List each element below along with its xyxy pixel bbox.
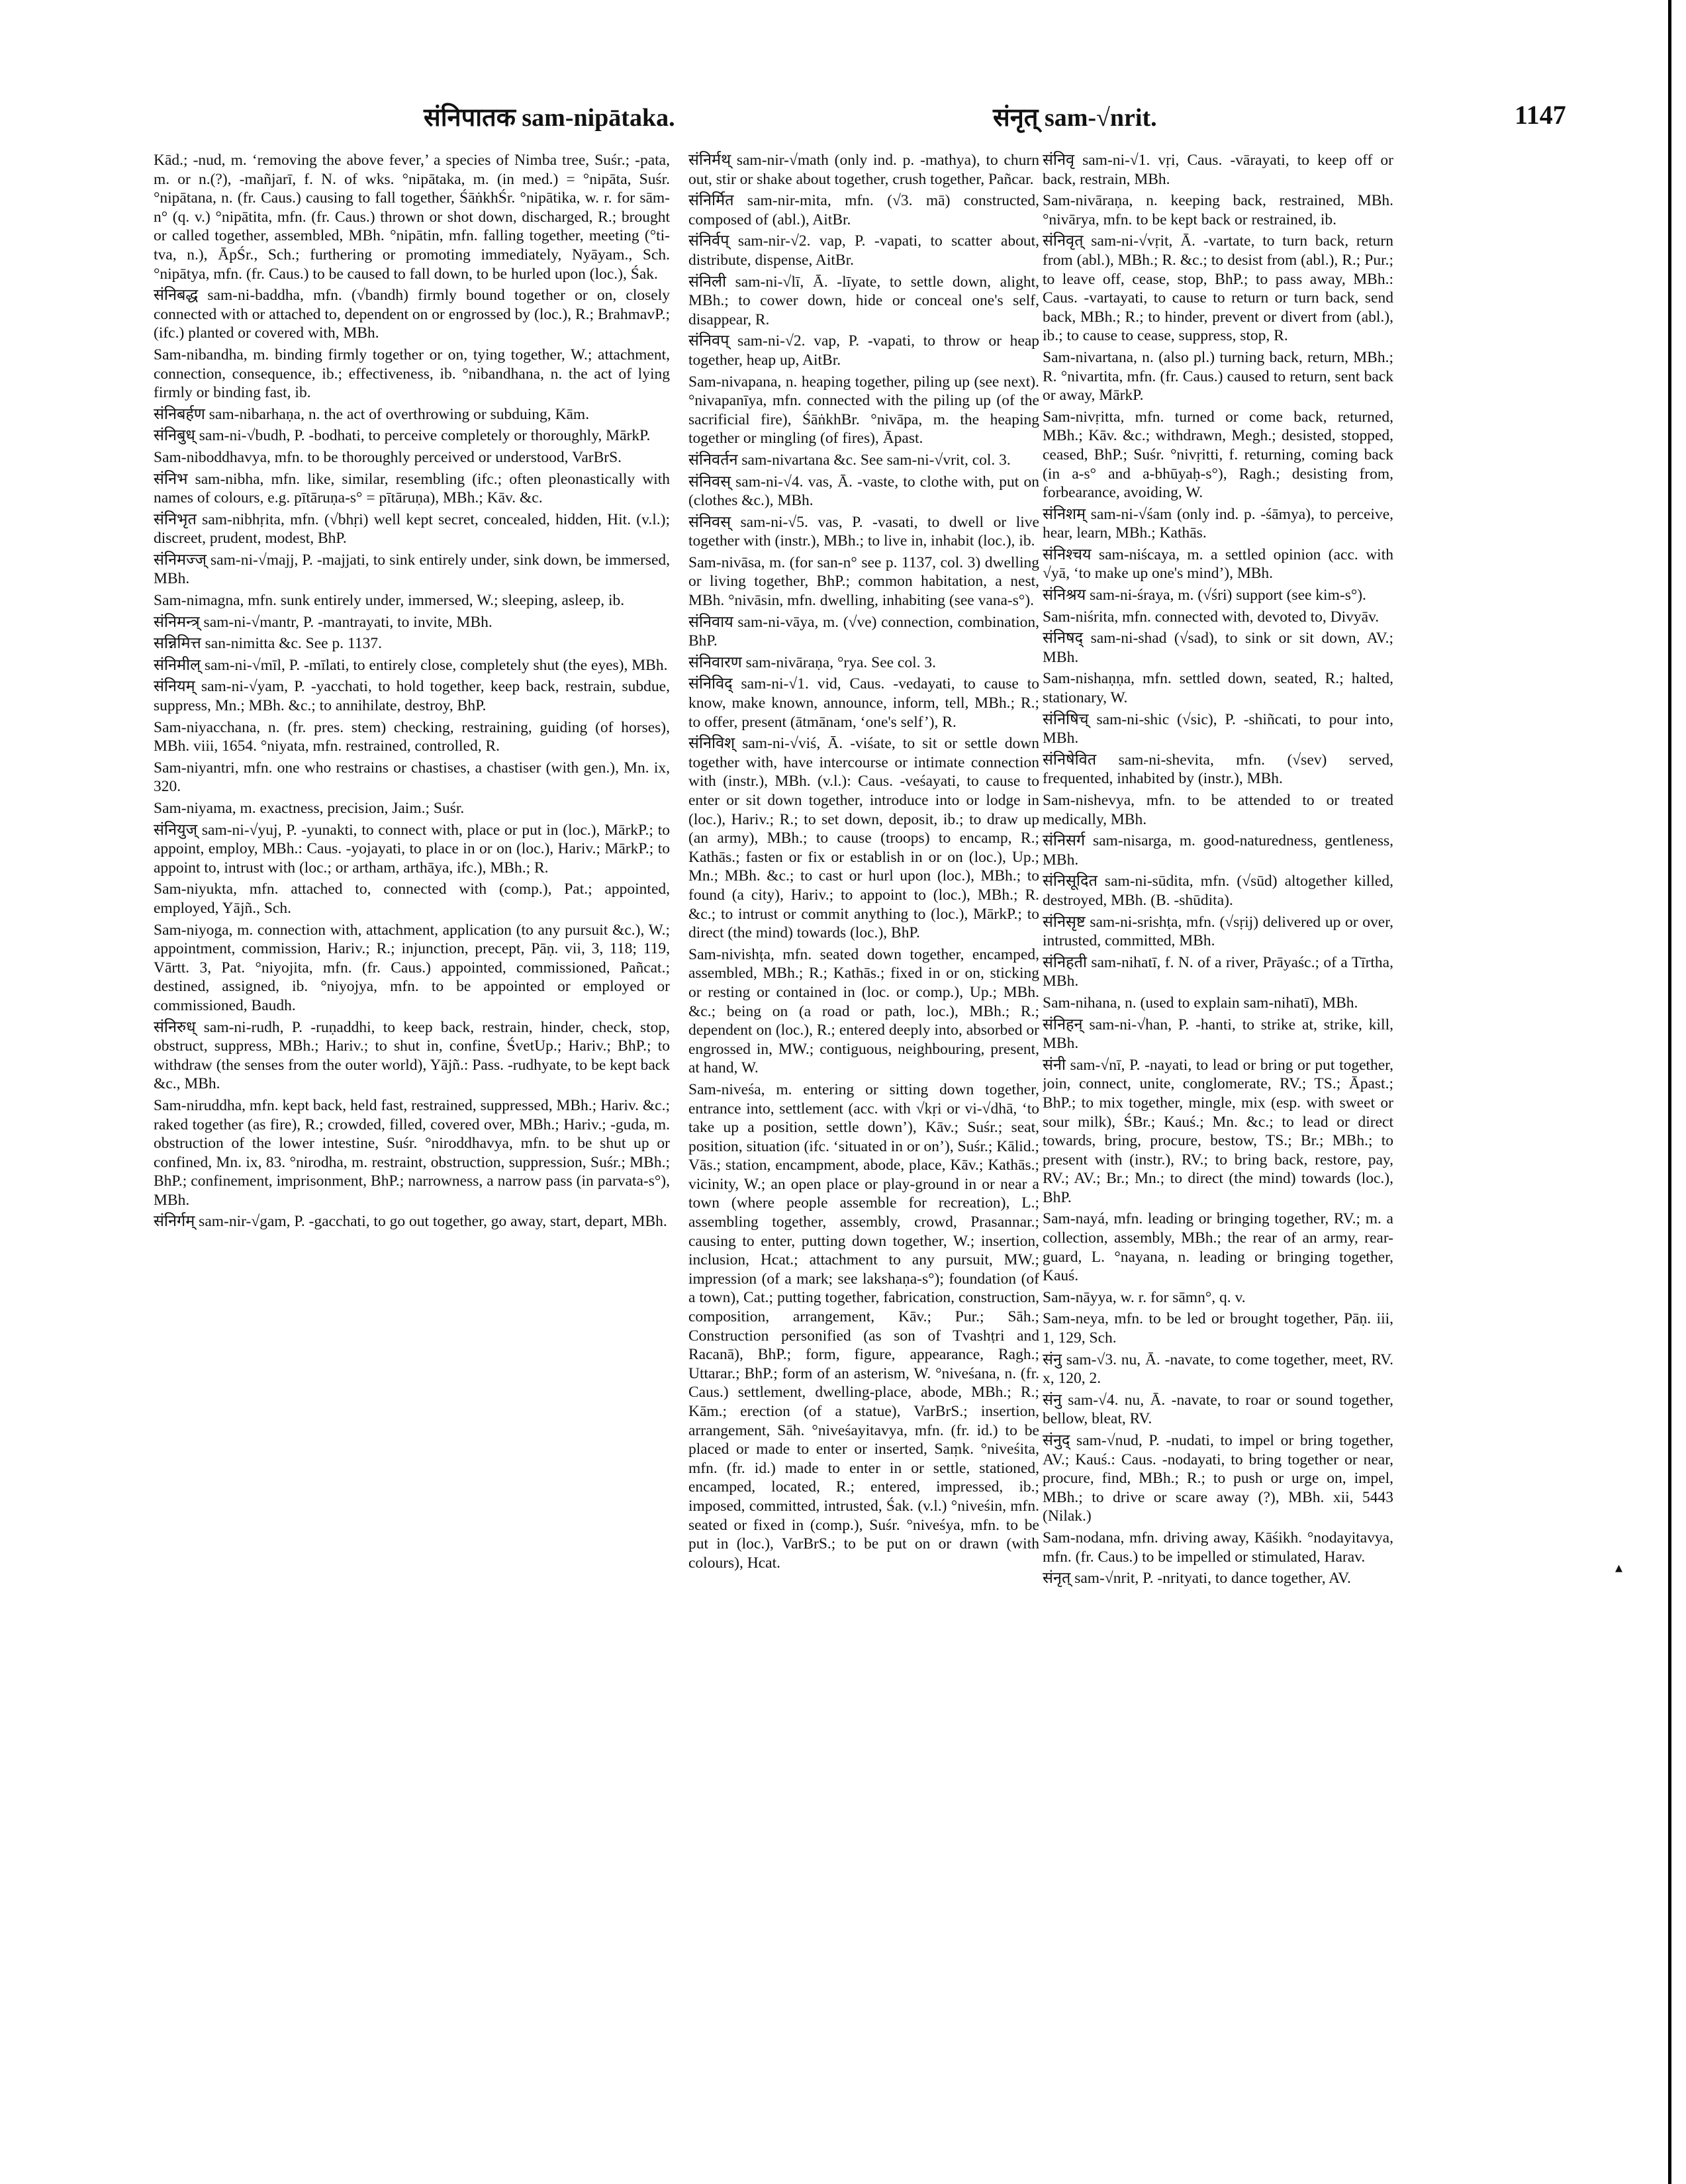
dictionary-entry: संनिवाय sam-ni-vāya, m. (√ve) connection, combination, BhP.: [688, 613, 1039, 650]
dictionary-entry: संनिश्चय sam-niścaya, m. a settled opinion (acc. with √yā, ‘to make up one's mind’), MBh.: [1043, 546, 1393, 583]
dictionary-entry: संनी sam-√nī, P. -nayati, to lead or bring or put together, join, connect, unite, conglomerate, RV.; TS.; Āpast.; BhP.; to mix together, mingle, mix (esp. with sweet or sour milk), ŚBr.; Kauś.; Mn. &c.; to lead or direct towards, bring, procure, bestow, TS.; Br.; MBh.; to present with (instr.), RV.; to bring back, restore, pay, RV.; AV.; Br.; Mn.; to direct (the mind) towards (loc.), BhP.: [1043, 1056, 1393, 1206]
dictionary-entry: संनिबुध् sam-ni-√budh, P. -bodhati, to perceive completely or thoroughly, MārkP.: [154, 427, 651, 445]
dictionary-entry: संनिवारण sam-nivāraṇa, °rya. See col. 3.: [688, 653, 937, 671]
dictionary-entry: Sam-nivāraṇa, n. keeping back, restrained, MBh. °nivārya, mfn. to be kept back or restrained, ib.: [1043, 192, 1393, 228]
dictionary-entry: संनिवृत् sam-ni-√vṛit, Ā. -vartate, to turn back, return from (abl.), MBh.; R. &c.; to desist from (abl.), R.; Pur.; to leave off, cease, stop, BhP.; to pass away, MBh.: Caus. -vartayati, to cause to return or turn back, send back, MBh.; R.; to hinder, prevent or divert from (abl.), ib.; to cause to cease, suppress, stop, R.: [1043, 232, 1393, 345]
column-2: [688, 151, 1039, 2124]
dictionary-entry: Sam-nishaṇṇa, mfn. settled down, seated, R.; halted, stationary, W.: [1043, 670, 1393, 707]
dictionary-entry: संनिसूदित sam-ni-sūdita, mfn. (√sūd) altogether killed, destroyed, MBh. (B. -shūdita).: [1043, 873, 1393, 909]
dictionary-entry: संनिषेवित sam-ni-shevita, mfn. (√sev) served, frequented, inhabited by (instr.), MBh.: [1043, 751, 1393, 788]
dictionary-entry: Sam-niyantri, mfn. one who restrains or chastises, a chastiser (with gen.), Mn. ix, 320.: [154, 759, 670, 796]
dictionary-entry: Sam-nivartana, n. (also pl.) turning back, return, MBh.; R. °nivartita, mfn. (fr. Caus.) caused to return, sent back or away, MārkP.: [1043, 348, 1393, 404]
dictionary-entry: संनियुज् sam-ni-√yuj, P. -yunakti, to connect with, place or put in (loc.), MārkP.; to appoint, employ, MBh.: Caus. -yojayati, to place in or on (loc.), Hariv.; MārkP.; to appoint to, intrust with (loc.; or artham, arthāya, ifc.), MBh.; R.: [154, 821, 670, 877]
dictionary-entry: Sam-nivishṭa, mfn. seated down together, encamped, assembled, MBh.; R.; Kathās.; fixed in or on, sticking or resting or contained in (loc. or comp.), Up.; MBh. &c.; being on (a road or path, loc.), MBh.; R.; dependent on (loc.), R.; entered deeply into, absorbed or engrossed in, MW.; contiguous, neighbouring, present, at hand, W.: [688, 945, 1039, 1077]
dictionary-entry: संनिषद् sam-ni-shad (√sad), to sink or sit down, AV.; MBh.: [1043, 630, 1393, 666]
dictionary-entry: सन्निमित्त san-nimitta &c. See p. 1137.: [154, 635, 382, 653]
page-number: 1147: [1515, 100, 1566, 130]
dictionary-entry: संनिबद्ध sam-ni-baddha, mfn. (√bandh) firmly bound together or on, closely connected with or attached to, dependent on or engrossed by (loc.), R.; BrahmavP.; (ifc.) planted or covered with, MBh.: [154, 287, 670, 342]
dictionary-entry: संनिसर्ग sam-nisarga, m. good-naturedness, gentleness, MBh.: [1043, 832, 1393, 869]
dictionary-entry: संनु sam-√4. nu, Ā. -navate, to roar or sound together, bellow, bleat, RV.: [1043, 1391, 1393, 1428]
dictionary-entry: संनृत् sam-√nrit, P. -nrityati, to dance together, AV.: [1043, 1570, 1351, 1588]
dictionary-entry: संनिश्रय sam-ni-śraya, m. (√śri) support (see kim-s°).: [1043, 587, 1366, 604]
dictionary-entry: Sam-niśrita, mfn. connected with, devoted to, Divyāv.: [1043, 608, 1380, 626]
column-1: [154, 151, 670, 2124]
dictionary-entry: संनिवस् sam-ni-√4. vas, Ā. -vaste, to clothe with, put on (clothes &c.), MBh.: [688, 473, 1039, 510]
dictionary-entry: Sam-niyacchana, n. (fr. pres. stem) checking, restraining, guiding (of horses), MBh. viii, 1654. °niyata, mfn. restrained, controlled, R.: [154, 718, 670, 755]
dictionary-entry: संनिमज्ज् sam-ni-√majj, P. -majjati, to sink entirely under, sink down, be immersed, MBh.: [154, 551, 670, 588]
dictionary-entry: संनिर्मथ् sam-nir-√math (only ind. p. -mathya), to churn out, stir or shake about together, crush together, Pañcar.: [688, 152, 1039, 188]
dictionary-entry: संनिवप् sam-ni-√2. vap, P. -vapati, to throw or heap together, heap up, AitBr.: [688, 332, 1039, 369]
dictionary-entry: संनिसृष्ट sam-ni-srishṭa, mfn. (√sṛij) delivered up or over, intrusted, committed, MBh.: [1043, 913, 1393, 950]
dictionary-entry: Sam-nimagna, mfn. sunk entirely under, immersed, W.; sleeping, asleep, ib.: [154, 592, 625, 610]
dictionary-entry: संनियम् sam-ni-√yam, P. -yacchati, to hold together, keep back, restrain, subdue, suppress, Mn.; MBh. &c.; to annihilate, destroy, BhP.: [154, 678, 670, 715]
dictionary-entry: संनिमील् sam-ni-√mīl, P. -mīlati, to entirely close, completely shut (the eyes), MBh.: [154, 656, 668, 674]
dictionary-entry: संनिवस् sam-ni-√5. vas, P. -vasati, to dwell or live together with (instr.), MBh.; to live in, inhabit (loc.), ib.: [688, 513, 1039, 550]
dictionary-entry: संनिली sam-ni-√lī, Ā. -līyate, to settle down, alight, MBh.; to cower down, hide or conceal one's self, disappear, R.: [688, 273, 1039, 328]
dictionary-entry: Sam-nivapana, n. heaping together, piling up (see next). °nivapanīya, mfn. connected with the piling up (of the sacrificial fire), ŚāṅkhBr. °nivāpa, m. the heaping together or mingling (of fires), Āpast.: [688, 373, 1039, 448]
dictionary-entry: Sam-nayá, mfn. leading or bringing together, RV.; m. a collection, assembly, MBh.; the rear of an army, rear-guard, L. °nayana, n. leading or bringing together, Kauś.: [1043, 1210, 1393, 1285]
dictionary-entry: Sam-niboddhavya, mfn. to be thoroughly perceived or understood, VarBrS.: [154, 448, 622, 466]
dictionary-entry: संनु sam-√3. nu, Ā. -navate, to come together, meet, RV. x, 120, 2.: [1043, 1351, 1393, 1388]
dictionary-entry: Sam-niyama, m. exactness, precision, Jaim.; Suśr.: [154, 800, 465, 817]
dictionary-entry: Sam-nibandha, m. binding firmly together or on, tying together, W.; attachment, connection, consequence, ib.; effectiveness, ib. °nibandhana, n. the act of lying firmly or binding fast, ib.: [154, 346, 670, 402]
dictionary-entry: संनिशम् sam-ni-√śam (only ind. p. -śāmya), to perceive, hear, learn, MBh.; Kathās.: [1043, 505, 1393, 542]
dictionary-entry: संनुद् sam-√nud, P. -nudati, to impel or bring together, AV.; Kauś.: Caus. -nodayati, to bring together or near, procure, find, MBh.; R.; to push or urge on, impel, MBh.; to drive or scare away (?), MBh. xii, 5443 (Nilak.): [1043, 1432, 1393, 1525]
dictionary-entry: संनिर्वप् sam-nir-√2. vap, P. -vapati, to scatter about, distribute, dispense, AitBr.: [688, 232, 1039, 269]
dictionary-entry: संनिबर्हण sam-nibarhaṇa, n. the act of overthrowing or subduing, Kām.: [154, 405, 590, 423]
dictionary-entry: Sam-neya, mfn. to be led or brought together, Pāṇ. iii, 1, 129, Sch.: [1043, 1310, 1393, 1347]
dictionary-entry: Sam-nishevya, mfn. to be attended to or treated medically, MBh.: [1043, 792, 1393, 828]
dictionary-entry: Sam-nihana, n. (used to explain sam-nihatī), MBh.: [1043, 994, 1358, 1012]
dictionary-entry: Sam-nāyya, w. r. for sāmn°, q. v.: [1043, 1288, 1246, 1306]
dictionary-entry: संनिर्मित sam-nir-mita, mfn. (√3. mā) constructed, composed of (abl.), AitBr.: [688, 192, 1039, 228]
dictionary-entry: संनिभ sam-nibha, mfn. like, similar, resembling (ifc.; often pleonastically with names of colours, e.g. pītāruṇa-s° = pītāruṇa), MBh.; Kāv. &c.: [154, 470, 670, 507]
dictionary-entry: संनिभृत sam-nibhṛita, mfn. (√bhṛi) well kept secret, concealed, hidden, Hit. (v.l.); discreet, prudent, modest, BhP.: [154, 510, 670, 547]
page-header: [0, 99, 1686, 139]
dictionary-entry: संनिरुध् sam-ni-rudh, P. -ruṇaddhi, to keep back, restrain, hinder, check, stop, obstruct, suppress, MBh.; Hariv.; to shut in, confine, ŚvetUp.; Hariv.; BhP.; to withdraw (the senses from the outer world), Yājñ.: Pass. -rudhyate, to be kept back &c., MBh.: [154, 1018, 670, 1093]
margin-mark: ▴: [1615, 1559, 1623, 1576]
dictionary-entry: संनिहती sam-nihatī, f. N. of a river, Prāyaśc.; of a Tīrtha, MBh.: [1043, 953, 1393, 990]
dictionary-entry: Sam-nivṛitta, mfn. turned or come back, returned, MBh.; Kāv. &c.; withdrawn, Megh.; desisted, stopped, ceased, BhP.; Suśr. °nivṛitti, f. returning, coming back (in a-s° and a-bhūyaḥ-s°), Ragh.; desisting from, forbearance, avoiding, W.: [1043, 408, 1393, 502]
dictionary-entry: Sam-nodana, mfn. driving away, Kāśikh. °nodayitavya, mfn. (fr. Caus.) to be impelled or stimulated, Harav.: [1043, 1529, 1393, 1566]
dictionary-entry: Sam-niyoga, m. connection with, attachment, application (to any pursuit &c.), W.; appointment, commission, Hariv.; R.; injunction, precept, Pāṇ. vii, 3, 118; 119, Vārtt. 3, Pat. °niyojita, mfn. (fr. Caus.) appointed, commissioned, Pañcat.; destined, assigned, ib. °niyojya, mfn. to be appointed or employed or commissioned, Baudh.: [154, 921, 670, 1014]
page-edge-rule: [1668, 0, 1671, 2184]
dictionary-entry: संनिहन् sam-ni-√han, P. -hanti, to strike at, strike, kill, MBh.: [1043, 1016, 1393, 1053]
dictionary-entry: संनिविश् sam-ni-√viś, Ā. -viśate, to sit or settle down together with, have intercourse or intimate connection with (instr.), MBh. (v.l.): Caus. -veśayati, to cause to enter or sit down together, introduce into or lodge in (loc.), Hariv.; R.; to set down, deposit, ib.; to draw up (an army), MBh.; to cause (troops) to encamp, R.; Kathās.; fasten or fix or establish in or on (loc.), Up.; Mn.; MBh. &c.; to cast or hurl upon (loc.), MBh.; to found (a city), Hariv.; to appoint to (loc.), MBh.; R. &c.; to intrust or commit anything to (loc.), MārkP.; to direct (the mind) towards (loc.), BhP.: [688, 735, 1039, 942]
dictionary-entry: Sam-niveśa, m. entering or sitting down together, entrance into, settlement (acc. with √kṛi or vi-√dhā, ‘to take up a position, settle down’), Kāv.; Suśr.; seat, position, situation (ifc. ‘situated in or on’), Suśr.; Kālid.; Vās.; station, encampment, abode, place, Kāv.; Kathās.; vicinity, W.; an open place or play-ground in or near a town (where people assemble for recreation), L.; assembling together, assembly, crowd, Prasannar.; causing to enter, putting down together, W.; insertion, inclusion, Hcat.; attachment to any pursuit, MW.; impression (of a mark; see lakshaṇa-s°); foundation (of a town), Cat.; putting together, fabrication, construction, composition, arrangement, Kāv.; Pur.; Sāh.; Construction personified (as son of Tvashṭri and Racanā), BhP.; form, figure, appearance, Ragh.; Uttarar.; BhP.; form of an asterism, W. °niveśana, n. (fr. Caus.) settlement, dwelling-place, abode, MBh.; R.; Kām.; erection (of a statue), VarBrS.; insertion, arrangement, Sāh. °niveśayitavya, mfn. (fr. id.) to be placed or made to enter or inserted, Saṃk. °niveśita, mfn. (fr. id.) made to enter in or settle, stationed, encamped, located, R.; entered, impressed, ib.; imposed, committed, intrusted, Śak. (v.l.) °niveśin, mfn. seated or fixed in (comp.), Suśr. °niveśya, mfn. to be put in (loc.), VarBrS.; to be put on or drawn (with colours), Hcat.: [688, 1080, 1039, 1572]
dictionary-entry: संनिविद् sam-ni-√1. vid, Caus. -vedayati, to cause to know, make known, announce, inform, tell, MBh.; R.; to offer, present (ātmānam, ‘one's self’), R.: [688, 675, 1039, 731]
dictionary-entry: Kād.; -nud, m. ‘removing the above fever,’ a species of Nimba tree, Suśr.; -pata, m. or n.(?), -mañjarī, f. N. of wks. °nipātaka, m. (in med.) = °nipāta, Suśr. °nipātana, n. (fr. Caus.) causing to fall together, ŚāṅkhŚr. °nipātika, w. r. for sām-n° (q. v.) °nipātita, mfn. (fr. Caus.) thrown or shot down, discharged, R.; brought or called together, assembled, MBh. °nipātin, mfn. falling together, meeting (°ti-tva, n.), ĀpŚr., Sch.; furthering or promoting immediately, Nyāyam., Sch. °nipātya, mfn. (fr. Caus.) to be caused to fall down, to be hurled upon (loc.), Śak.: [154, 152, 670, 283]
dictionary-entry: संनिषिच् sam-ni-shic (√sic), P. -shiñcati, to pour into, MBh.: [1043, 710, 1393, 747]
dictionary-entry: संनिवर्तन sam-nivartana &c. See sam-ni-√vrit, col. 3.: [688, 451, 1011, 469]
header-right-guide-word: संनृत् sam-√nrit.: [993, 104, 1157, 132]
dictionary-entry: Sam-nivāsa, m. (for san-n° see p. 1137, col. 3) dwelling or living together, BhP.; common habitation, a nest, MBh. °nivāsin, mfn. dwelling, inhabiting (see vana-s°).: [688, 553, 1039, 610]
dictionary-entry: संनिर्गम् sam-nir-√gam, P. -gacchati, to go out together, go away, start, depart, MBh.: [154, 1213, 667, 1231]
dictionary-entry: Sam-niyukta, mfn. attached to, connected with (comp.), Pat.; appointed, employed, Yājñ., Sch.: [154, 880, 670, 917]
dictionary-entry: Sam-niruddha, mfn. kept back, held fast, restrained, suppressed, MBh.; Hariv. &c.; raked together (as fire), R.; crowded, filled, covered over, MBh.; Hariv.; -guda, m. obstruction of the lower intestine, Suśr. °niroddhavya, mfn. to be shut up or confined, Mn. ix, 83. °nirodha, m. restraint, obstruction, suppression, Suśr.; MBh.; BhP.; confinement, imprisonment, BhP.; narrowness, a narrow pass (in parvata-s°), MBh.: [154, 1096, 670, 1209]
dictionary-entry: संनिवृ sam-ni-√1. vṛi, Caus. -vārayati, to keep off or back, restrain, MBh.: [1043, 152, 1393, 188]
dictionary-entry: संनिमन्त्र् sam-ni-√mantr, P. -mantrayati, to invite, MBh.: [154, 613, 492, 631]
header-left-guide-word: संनिपातक sam-nipātaka.: [424, 104, 675, 132]
column-3: [1043, 151, 1393, 2124]
